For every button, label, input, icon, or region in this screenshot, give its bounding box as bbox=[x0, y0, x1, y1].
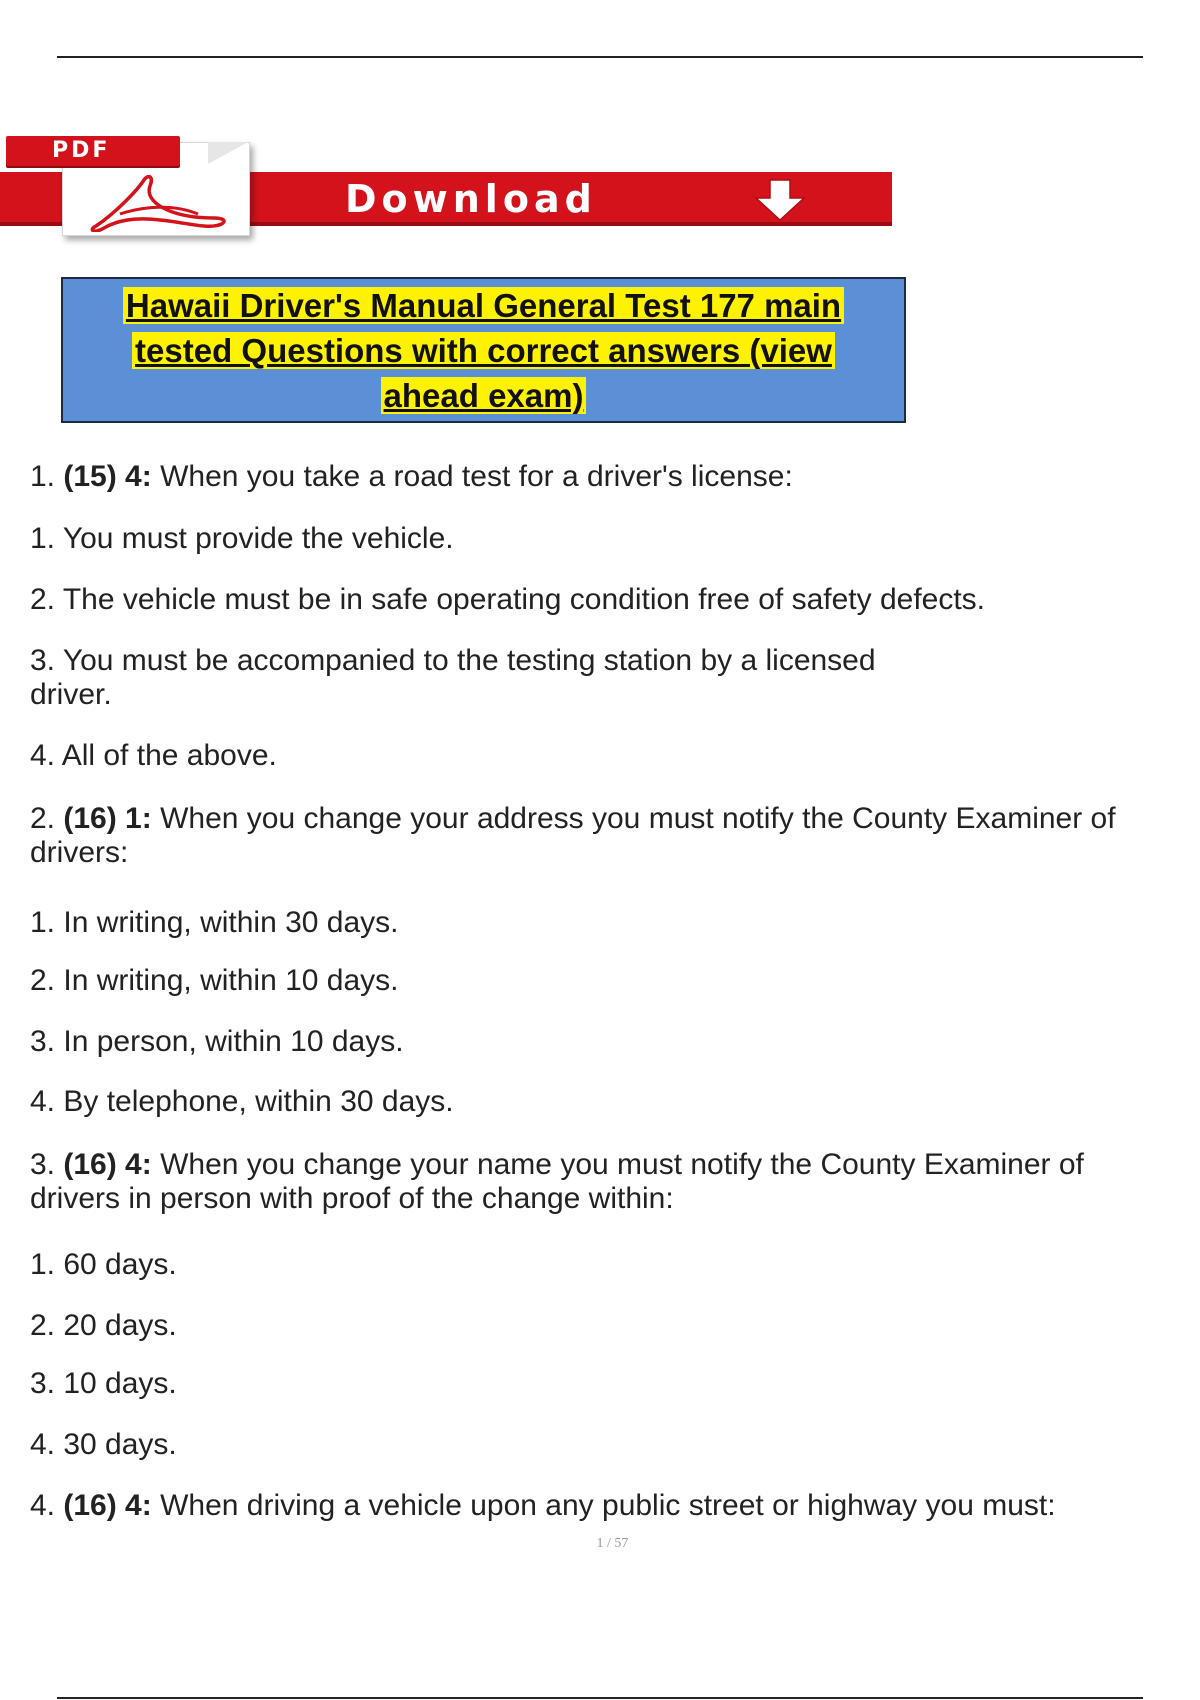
question-code: (16) 4: bbox=[63, 1148, 152, 1181]
question-number: 2. bbox=[30, 802, 56, 835]
acrobat-logo-icon bbox=[74, 174, 236, 232]
option-item: 4. 30 days. bbox=[30, 1428, 177, 1461]
top-rule bbox=[57, 56, 1143, 58]
question-number: 3. bbox=[30, 1148, 56, 1181]
question-code: (16) 1: bbox=[63, 802, 152, 835]
question-text: When you take a road test for a driver's license: bbox=[160, 460, 793, 493]
question-text: When you change your address you must notify the County Examiner of drivers: bbox=[30, 802, 1116, 869]
question-text: When you change your name you must notify the County Examiner of drivers in person with proof of the change within: bbox=[30, 1148, 1084, 1215]
option-item: 3. In person, within 10 days. bbox=[30, 1025, 404, 1058]
question-text: When driving a vehicle upon any public street or highway you must: bbox=[160, 1489, 1056, 1522]
option-item: 1. In writing, within 30 days. bbox=[30, 906, 399, 939]
question-number: 4. bbox=[30, 1489, 56, 1522]
question-code: (16) 4: bbox=[63, 1489, 152, 1522]
question-2 bbox=[30, 802, 1160, 870]
document-title-text: Hawaii Driver's Manual General Test 177 main tested Questions with correct answers (view ahead exam) bbox=[123, 287, 844, 414]
title-box bbox=[61, 277, 906, 423]
question-4 bbox=[30, 1489, 1160, 1523]
option-item: 2. In writing, within 10 days. bbox=[30, 964, 399, 997]
option-item: 3. You must be accompanied to the testing station by a licensed driver. bbox=[30, 644, 876, 711]
option-item: 2. The vehicle must be in safe operating condition free of safety defects. bbox=[30, 583, 986, 616]
option-item: 1. 60 days. bbox=[30, 1248, 177, 1281]
bottom-rule bbox=[57, 1697, 1143, 1699]
document-title bbox=[104, 283, 864, 418]
option-item: 3. 10 days. bbox=[30, 1367, 177, 1400]
option-item: 4. By telephone, within 30 days. bbox=[30, 1085, 454, 1118]
question-code: (15) 4: bbox=[63, 460, 152, 493]
option-item: 1. You must provide the vehicle. bbox=[30, 522, 454, 555]
option-item: 2. 20 days. bbox=[30, 1309, 177, 1342]
option-item: 4. All of the above. bbox=[30, 739, 277, 772]
download-arrow-icon bbox=[752, 178, 808, 222]
pdf-tab-label: PDF bbox=[6, 136, 180, 166]
pdf-download-banner[interactable] bbox=[0, 136, 895, 236]
question-1 bbox=[30, 460, 1160, 494]
page-number: 1 / 57 bbox=[596, 1536, 629, 1551]
question-number: 1. bbox=[30, 460, 56, 493]
download-label[interactable]: Download bbox=[345, 177, 597, 221]
page-fold-icon bbox=[208, 142, 248, 164]
question-3 bbox=[30, 1148, 1130, 1216]
